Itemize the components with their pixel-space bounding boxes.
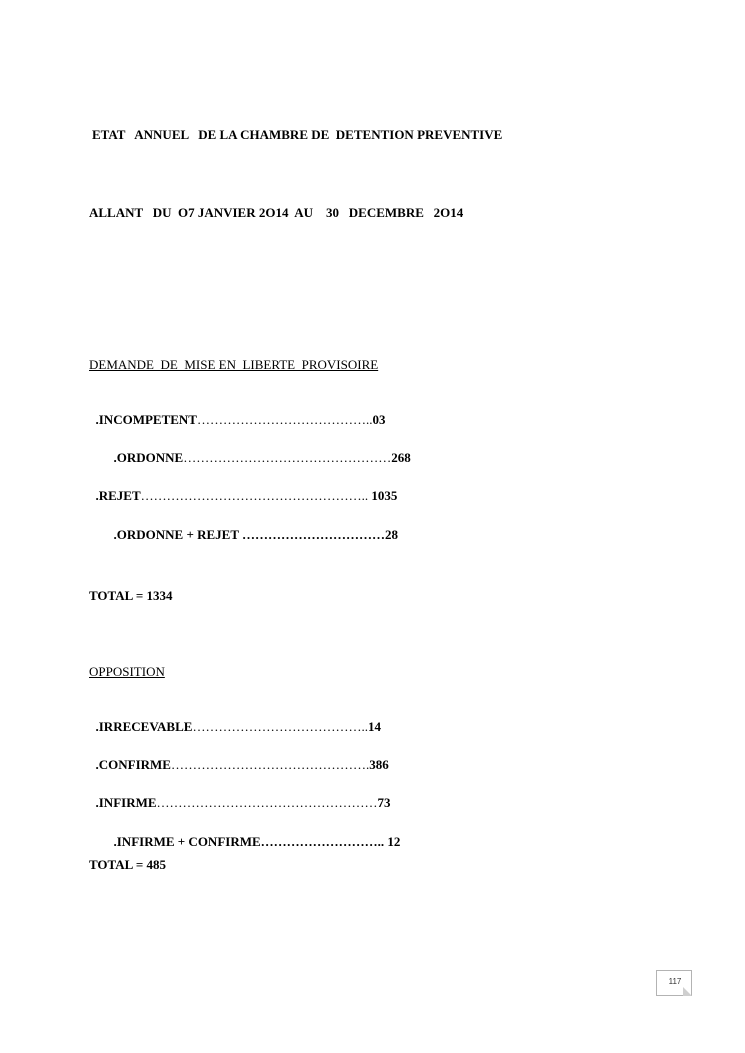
list-item xyxy=(107,511,398,543)
item-label: .CONFIRME xyxy=(95,757,171,772)
item-leader: ………………………………………… xyxy=(183,450,392,465)
section-total-liberte: TOTAL = 1334 xyxy=(89,588,173,603)
page-number: 117 xyxy=(668,977,682,986)
list-item xyxy=(89,396,385,428)
list-item xyxy=(89,779,391,811)
page-corner-fold-icon xyxy=(683,987,692,996)
item-label: .INFIRME xyxy=(95,795,157,810)
item-value: 73 xyxy=(377,795,391,810)
section-heading-opposition: OPPOSITION xyxy=(89,664,165,679)
document-period: ALLANT DU O7 JANVIER 2O14 AU 30 DECEMBRE 2O14 xyxy=(89,205,464,220)
list-item xyxy=(89,741,389,773)
item-label: .INFIRME + CONFIRME xyxy=(113,834,261,849)
list-item xyxy=(107,818,400,850)
item-leader: ………………………………………. xyxy=(170,757,370,772)
item-label: .INCOMPETENT xyxy=(95,412,197,427)
item-value: 12 xyxy=(384,834,401,849)
item-label: .IRRECEVABLE xyxy=(95,719,193,734)
list-item xyxy=(89,703,381,735)
item-value: 386 xyxy=(369,757,389,772)
item-value: 03 xyxy=(372,412,386,427)
section-heading-liberte: DEMANDE DE MISE EN LIBERTE PROVISOIRE xyxy=(89,357,379,372)
item-value: 28 xyxy=(385,527,399,542)
item-value: 1035 xyxy=(371,488,398,503)
section-total-opposition: TOTAL = 485 xyxy=(89,857,167,872)
item-label: .ORDONNE + REJET xyxy=(113,527,243,542)
page-number-badge xyxy=(656,970,692,996)
item-leader: …………………………………………….. xyxy=(140,488,372,503)
item-leader: ……………………….. xyxy=(260,834,385,849)
list-item xyxy=(89,472,397,504)
item-value: 14 xyxy=(367,719,381,734)
item-leader: …………………………………………… xyxy=(156,795,378,810)
item-label: .ORDONNE xyxy=(113,450,184,465)
item-leader: ………………………………….. xyxy=(192,719,368,734)
item-leader: …………………………… xyxy=(242,527,386,542)
document-title: ETAT ANNUEL DE LA CHAMBRE DE DETENTION PREVENTIVE xyxy=(92,127,503,142)
list-item xyxy=(107,434,411,466)
item-leader: ………………………………….. xyxy=(196,412,373,427)
item-label: .REJET xyxy=(95,488,141,503)
item-value: 268 xyxy=(391,450,411,465)
